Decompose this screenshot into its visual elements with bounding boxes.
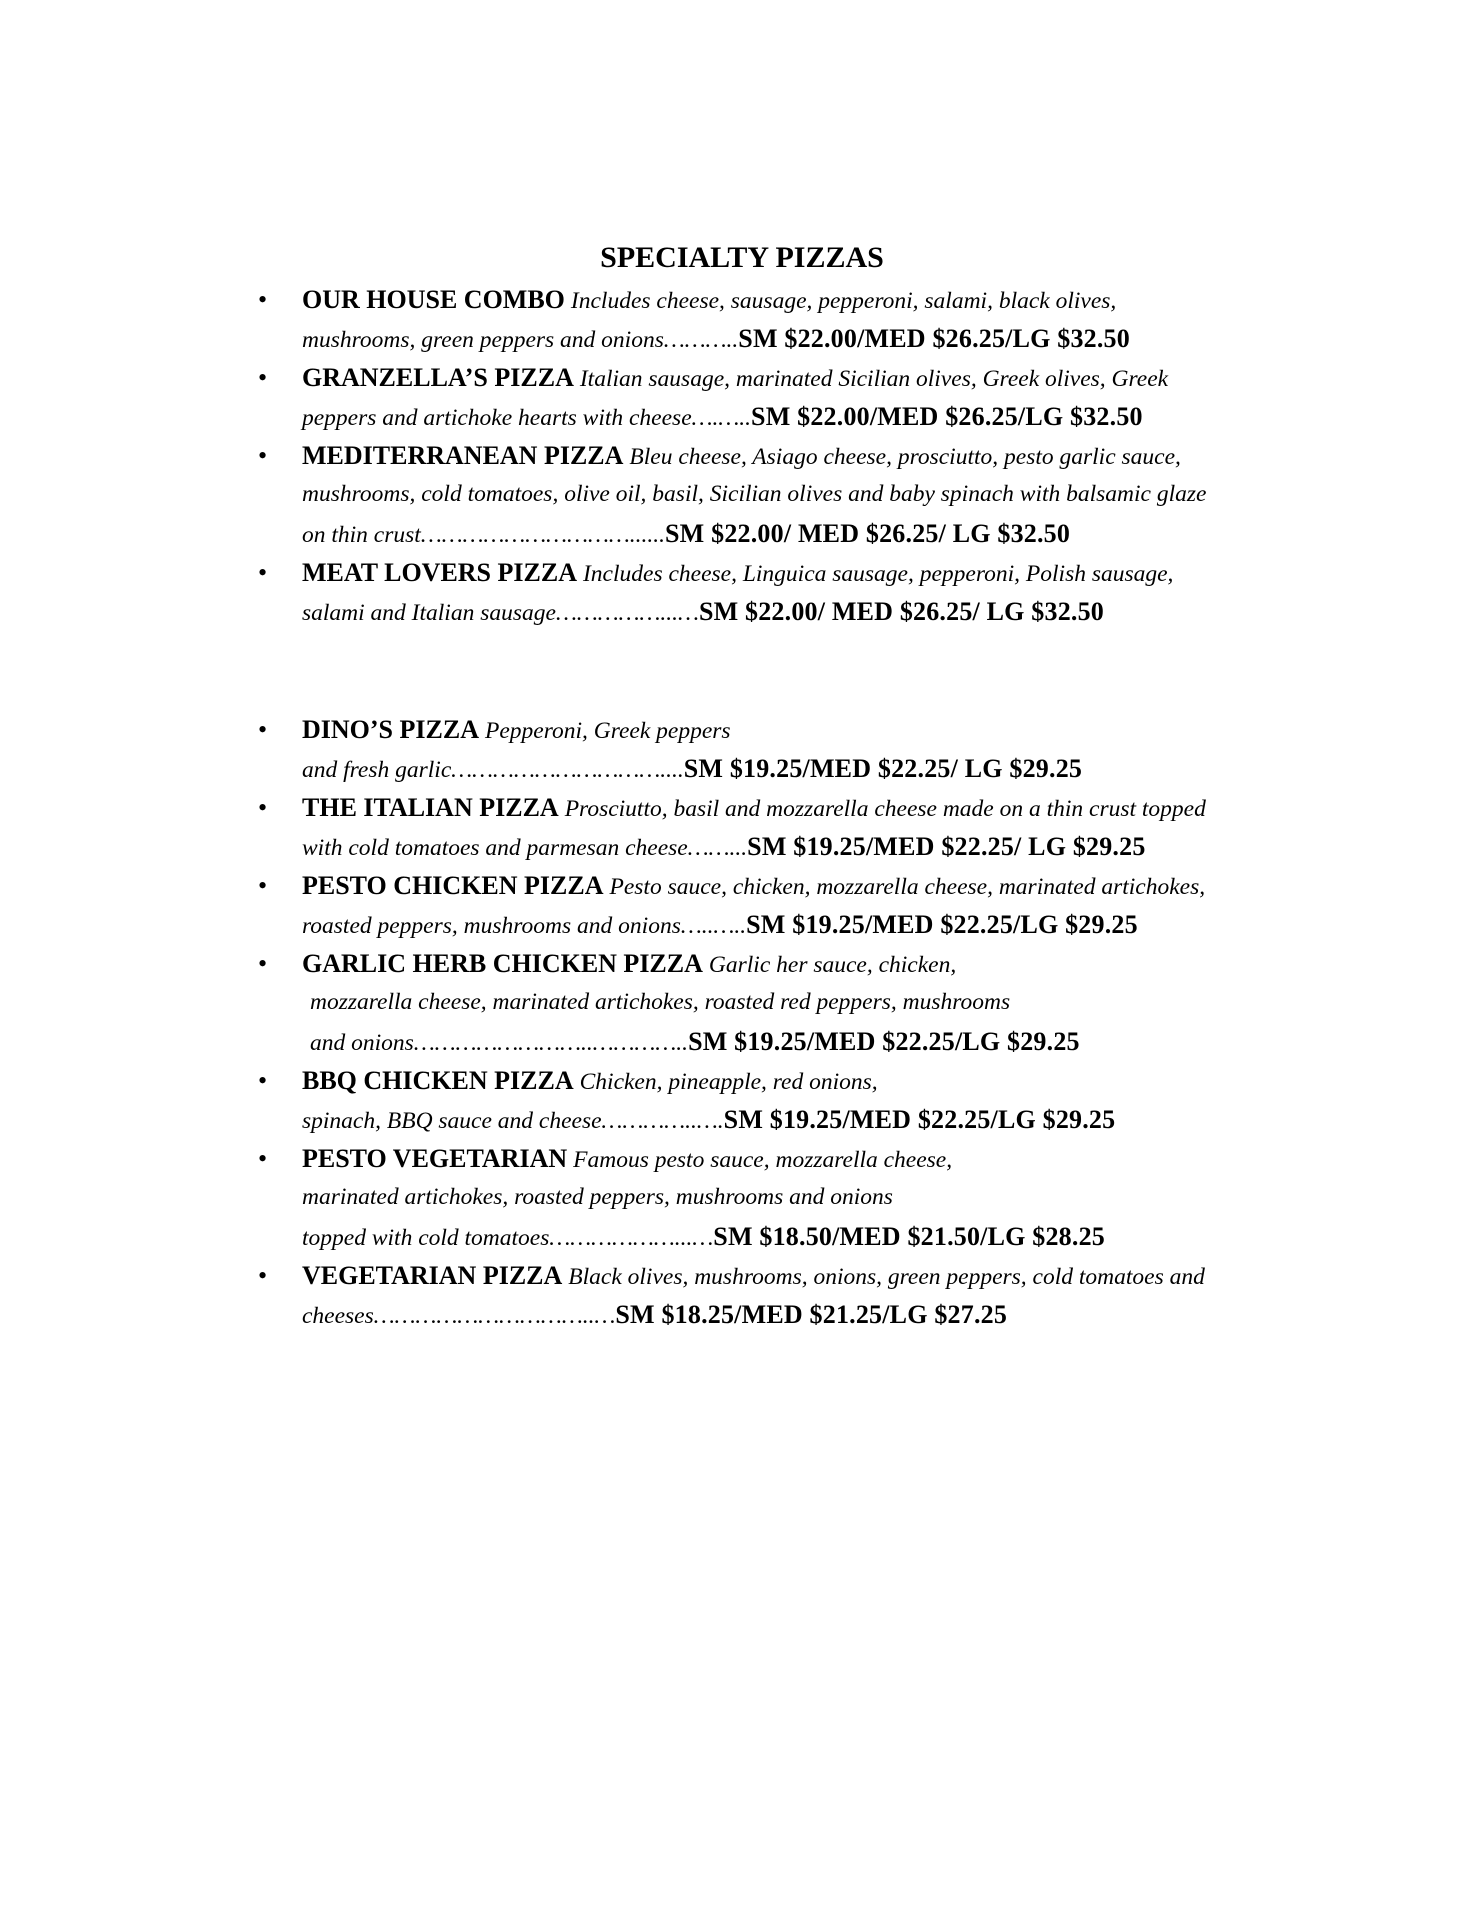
bullet-icon: • xyxy=(258,1066,268,1095)
menu-item-line xyxy=(302,319,1258,358)
bullet-icon: • xyxy=(258,949,268,978)
menu-item-description: mushrooms, cold tomatoes, olive oil, basil, Sicilian olives and baby spinach with balsamic glaze xyxy=(302,481,1207,507)
menu-item-description: Famous pesto sauce, mozzarella cheese, xyxy=(573,1147,953,1173)
menu-item-description: mushrooms, green peppers and onions xyxy=(302,327,664,353)
menu-item-description: cheeses xyxy=(302,1303,374,1329)
menu-item-price: SM $22.00/ MED $26.25/ LG $32.50 xyxy=(698,597,1105,626)
menu-item-price: SM $22.00/MED $26.25/LG $32.50 xyxy=(751,402,1143,431)
menu-item xyxy=(258,1256,1258,1334)
menu-item-description: and onions xyxy=(310,1030,414,1056)
dot-leader: ……………...… xyxy=(555,600,699,626)
menu-item-line xyxy=(302,358,1258,397)
menu-item-description: Bleu cheese, Asiago cheese, prosciutto, pesto garlic sauce, xyxy=(629,444,1181,470)
menu-item-description: Italian sausage, marinated Sicilian olives, Greek olives, Greek xyxy=(579,366,1169,392)
menu-group-1 xyxy=(258,280,1258,631)
menu-item-price: SM $18.25/MED $21.25/LG $27.25 xyxy=(615,1300,1008,1329)
menu-item-price: SM $19.25/MED $22.25/LG $29.25 xyxy=(746,910,1138,939)
menu-item-name: PESTO CHICKEN PIZZA xyxy=(302,871,604,900)
menu-item-price: SM $19.25/MED $22.25/LG $29.25 xyxy=(688,1027,1080,1056)
menu-item xyxy=(258,436,1258,553)
menu-item-line xyxy=(302,1139,1258,1178)
menu-item-line xyxy=(302,553,1258,592)
dot-leader: …………..…. xyxy=(601,1108,724,1134)
dot-leader: ………………………….... xyxy=(451,757,684,783)
menu-item-name: DINO’S PIZZA xyxy=(302,715,479,744)
menu-item-description: Pesto sauce, chicken, mozzarella cheese, marinated artichokes, xyxy=(609,874,1206,900)
bullet-icon: • xyxy=(258,871,268,900)
menu-item-line xyxy=(302,866,1258,905)
dot-leader: ……... xyxy=(687,835,748,861)
menu-item-line xyxy=(302,436,1258,475)
menu-item-line xyxy=(302,1061,1258,1100)
menu-item-price: SM $18.50/MED $21.50/LG $28.25 xyxy=(713,1222,1105,1251)
menu-item-name: MEAT LOVERS PIZZA xyxy=(302,558,577,587)
dot-leader: …………………………...... xyxy=(420,522,666,548)
menu-item-line xyxy=(302,397,1258,436)
page-title: SPECIALTY PIZZAS xyxy=(600,241,884,274)
bullet-icon: • xyxy=(258,285,268,314)
menu-item-price: SM $22.00/ MED $26.25/ LG $32.50 xyxy=(665,519,1071,548)
menu-item-name: PESTO VEGETARIAN xyxy=(302,1144,568,1173)
menu-item-description: topped with cold tomatoes xyxy=(302,1225,550,1251)
bullet-icon: • xyxy=(258,1144,268,1173)
menu-item-line xyxy=(302,1022,1258,1061)
menu-item-line xyxy=(302,1100,1258,1139)
bullet-icon: • xyxy=(258,558,268,587)
dot-leader: ………………...… xyxy=(549,1225,714,1251)
menu-item-description: Includes cheese, Linguica sausage, pepperoni, Polish sausage, xyxy=(582,561,1174,587)
bullet-icon: • xyxy=(258,1261,268,1290)
menu-group-2 xyxy=(258,710,1258,1334)
menu-item-price: SM $19.25/MED $22.25/LG $29.25 xyxy=(723,1105,1116,1134)
bullet-icon: • xyxy=(258,441,268,470)
menu-item-name: GARLIC HERB CHICKEN PIZZA xyxy=(302,949,703,978)
menu-item-line xyxy=(302,280,1258,319)
bullet-icon: • xyxy=(258,715,268,744)
menu-item-price: SM $19.25/MED $22.25/ LG $29.25 xyxy=(683,754,1083,783)
menu-item-name: MEDITERRANEAN PIZZA xyxy=(302,441,624,470)
menu-item-line xyxy=(302,1217,1258,1256)
menu-item-line xyxy=(302,592,1258,631)
menu-item-description: Garlic her sauce, chicken, xyxy=(708,952,957,978)
menu-item-description: marinated artichokes, roasted peppers, mushrooms and onions xyxy=(302,1184,893,1210)
dot-leader: ….….. xyxy=(691,405,752,431)
dot-leader: ……….. xyxy=(663,327,739,353)
menu-item-description: spinach, BBQ sauce and cheese xyxy=(302,1108,602,1134)
dot-leader: ……………………..………….. xyxy=(413,1030,689,1056)
menu-item-price: SM $19.25/MED $22.25/ LG $29.25 xyxy=(747,832,1146,861)
menu-item xyxy=(258,358,1258,436)
menu-item-line xyxy=(302,1178,1258,1217)
menu-item-description: peppers and artichoke hearts with cheese xyxy=(302,405,692,431)
menu-item-description: roasted peppers, mushrooms and onions xyxy=(302,913,681,939)
menu-item-line xyxy=(302,710,1258,749)
menu-item-line xyxy=(302,944,1258,983)
dot-leader: …..….. xyxy=(680,913,747,939)
menu-item xyxy=(258,866,1258,944)
menu-item-line xyxy=(302,827,1258,866)
menu-item xyxy=(258,1139,1258,1256)
menu-item-line xyxy=(302,749,1258,788)
menu-item xyxy=(258,1061,1258,1139)
menu-item xyxy=(258,788,1258,866)
menu-item-description: mozzarella cheese, marinated artichokes, roasted red peppers, mushrooms xyxy=(310,989,1011,1015)
menu-item-description: on thin crust xyxy=(302,522,421,548)
bullet-icon: • xyxy=(258,793,268,822)
menu-item-description: Prosciutto, basil and mozzarella cheese made on a thin crust topped xyxy=(564,796,1206,822)
menu-item-description: Black olives, mushrooms, onions, green peppers, cold tomatoes and xyxy=(568,1264,1205,1290)
menu-item-line xyxy=(302,1256,1258,1295)
menu-item-line xyxy=(302,475,1258,514)
menu-item xyxy=(258,553,1258,631)
menu-item xyxy=(258,280,1258,358)
menu-item-description: Includes cheese, sausage, pepperoni, salami, black olives, xyxy=(570,288,1117,314)
bullet-icon: • xyxy=(258,363,268,392)
menu-item-name: THE ITALIAN PIZZA xyxy=(302,793,559,822)
menu-item-line xyxy=(302,983,1258,1022)
menu-item-description: Chicken, pineapple, red onions, xyxy=(579,1069,878,1095)
dot-leader: …………………………..… xyxy=(373,1303,616,1329)
menu-item-line xyxy=(302,905,1258,944)
menu-item-line xyxy=(302,514,1258,553)
menu-item-description: salami and Italian sausage xyxy=(302,600,556,626)
menu-item-name: VEGETARIAN PIZZA xyxy=(302,1261,563,1290)
menu-item-name: BBQ CHICKEN PIZZA xyxy=(302,1066,574,1095)
menu-item-price: SM $22.00/MED $26.25/LG $32.50 xyxy=(738,324,1130,353)
menu-item xyxy=(258,710,1258,788)
menu-item-line xyxy=(302,1295,1258,1334)
menu-item xyxy=(258,944,1258,1061)
menu-item-description: Pepperoni, Greek peppers xyxy=(484,718,731,744)
menu-item-description: and fresh garlic xyxy=(302,757,452,783)
menu-item-name: GRANZELLA’S PIZZA xyxy=(302,363,574,392)
menu-item-name: OUR HOUSE COMBO xyxy=(302,285,565,314)
menu-item-line xyxy=(302,788,1258,827)
menu-item-description: with cold tomatoes and parmesan cheese xyxy=(302,835,688,861)
